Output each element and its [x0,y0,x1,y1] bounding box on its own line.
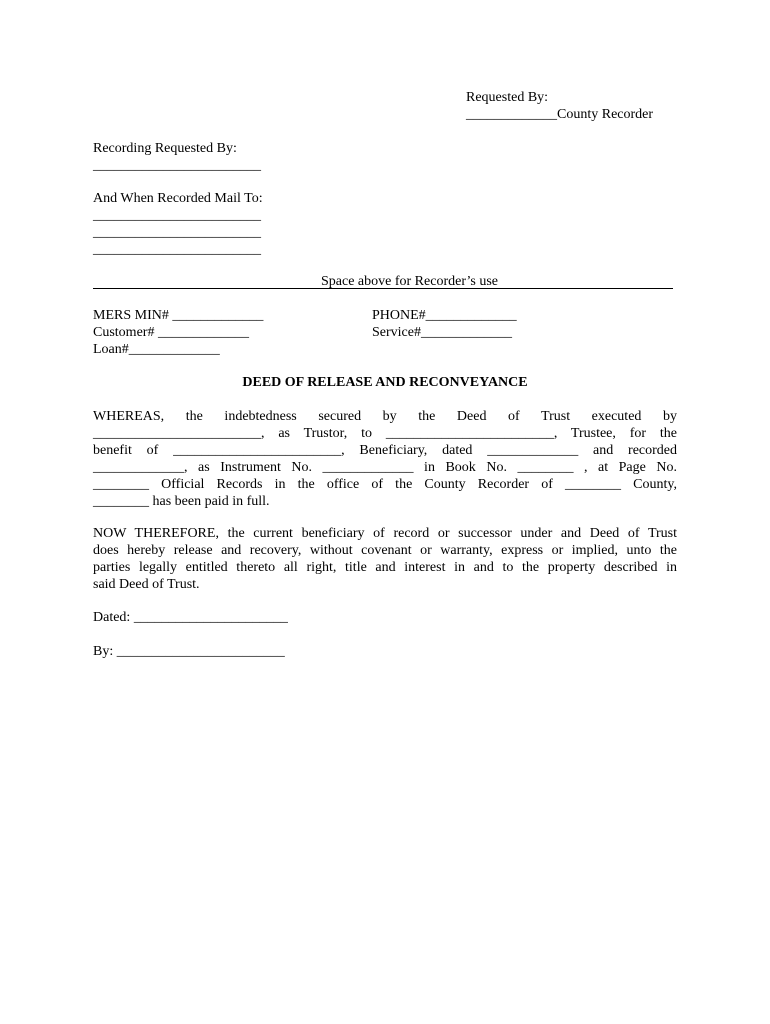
paragraph-line: benefit of ________________________, Beneficiary, dated _____________ and recorded [93,443,677,458]
requested-by-label: Requested By: [466,90,549,105]
mers-min-field: MERS MIN# _____________ [93,308,264,323]
document-title: DEED OF RELEASE AND RECONVEYANCE [242,375,528,390]
by-signature-line: By: ________________________ [93,644,285,659]
paragraph-line: ________ Official Records in the office of the County Recorder of ________ County, [93,477,677,492]
mail-to-line: ________________________ [93,242,261,257]
recorder-space-label: Space above for Recorder’s use [321,274,499,289]
now-therefore-paragraph [93,525,677,593]
dated-line: Dated: ______________________ [93,610,288,625]
paragraph-line: WHEREAS, the indebtedness secured by the Deed of Trust executed by [93,409,677,424]
phone-field: PHONE#_____________ [372,308,517,323]
customer-field: Customer# _____________ [93,325,249,340]
recording-requested-by-line: ________________________ [93,158,261,173]
paragraph-line: parties legally entitled thereto all right, title and interest in and to the property described in [93,560,677,575]
mail-to-line: ________________________ [93,208,261,223]
recorder-space-divider [93,273,673,289]
county-recorder-line: _____________County Recorder [466,107,654,122]
service-field: Service#_____________ [372,325,512,340]
paragraph-line: said Deed of Trust. [93,577,200,592]
mail-to-line: ________________________ [93,225,261,240]
paragraph-line: ________ has been paid in full. [93,494,270,509]
paragraph-line: does hereby release and recovery, without covenant or warranty, express or implied, unto the [93,543,677,558]
paragraph-line: NOW THEREFORE, the current beneficiary of record or successor under and Deed of Trust [93,526,677,541]
paragraph-line: ________________________, as Trustor, to ________________________, Trustee, for the [93,426,677,441]
whereas-paragraph [93,408,677,510]
loan-field: Loan#_____________ [93,342,220,357]
recording-requested-by-label: Recording Requested By: [93,141,237,156]
mail-to-label: And When Recorded Mail To: [93,191,263,206]
paragraph-line: _____________, as Instrument No. _____________ in Book No. ________ , at Page No. [93,460,677,475]
